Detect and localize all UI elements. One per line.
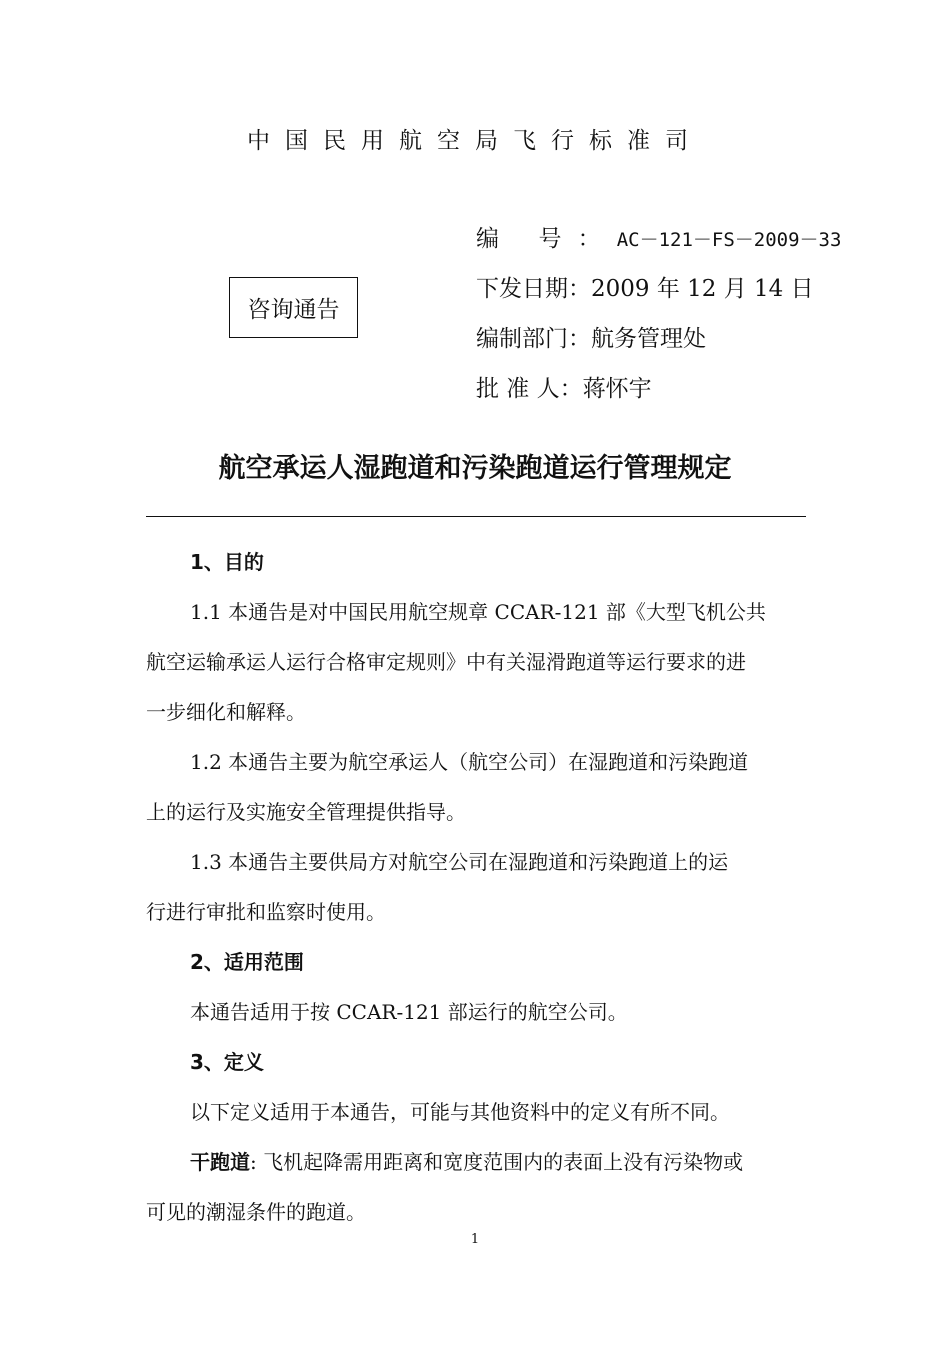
definition-text: : 飞机起降需用距离和宽度范围内的表面上没有污染物或 <box>250 1150 744 1174</box>
paragraph-line: 上的运行及实施安全管理提供指导。 <box>146 800 466 824</box>
meta-number <box>476 222 842 272</box>
document-body <box>146 542 808 1242</box>
page-number: 1 <box>470 1232 480 1247</box>
meta-department <box>476 322 836 372</box>
organization-header: 中国民用航空局飞行标准司 <box>247 128 703 154</box>
definition-dry-runway <box>146 1142 808 1192</box>
document-meta <box>476 222 842 422</box>
paragraph-line: 一步细化和解释。 <box>146 700 306 724</box>
section-heading-purpose: 1、目的 <box>190 550 264 574</box>
meta-date-label: 下发日期： <box>476 276 591 302</box>
paragraph-line: 行进行审批和监察时使用。 <box>146 900 386 924</box>
meta-department-value: 航务管理处 <box>591 326 706 352</box>
paragraph-line: 1.3 本通告主要供局方对航空公司在湿跑道和污染跑道上的运 <box>190 850 729 874</box>
notice-type-box <box>229 277 358 338</box>
meta-date-value: 2009 年 12 月 14 日 <box>591 276 814 302</box>
section-heading-definitions: 3、定义 <box>190 1050 264 1074</box>
paragraph-line: 1.2 本通告主要为航空承运人（航空公司）在湿跑道和污染跑道 <box>190 750 749 774</box>
meta-number-label: 编 号： <box>476 226 617 252</box>
meta-department-label: 编制部门： <box>476 326 591 352</box>
paragraph-line: 可见的潮湿条件的跑道。 <box>146 1200 366 1224</box>
meta-approver-value: 蒋怀宇 <box>582 376 652 402</box>
title-divider <box>146 516 806 517</box>
paragraph-line: 航空运输承运人运行合格审定规则》中有关湿滑跑道等运行要求的进 <box>146 650 746 674</box>
meta-approver-label: 批 准 人： <box>476 376 583 402</box>
document-title: 航空承运人湿跑道和污染跑道运行管理规定 <box>218 453 732 484</box>
notice-type-label: 咨询通告 <box>247 297 340 323</box>
meta-approver <box>476 372 836 422</box>
meta-number-value: AC－121－FS－2009－33 <box>616 229 842 251</box>
meta-date <box>476 272 836 322</box>
section-heading-scope: 2、适用范围 <box>190 950 304 974</box>
definition-term: 干跑道 <box>190 1150 250 1174</box>
definitions-intro: 以下定义适用于本通告，可能与其他资料中的定义有所不同。 <box>190 1100 730 1124</box>
paragraph-line: 1.1 本通告是对中国民用航空规章 CCAR-121 部《大型飞机公共 <box>190 600 766 624</box>
scope-text: 本通告适用于按 CCAR-121 部运行的航空公司。 <box>190 1000 628 1024</box>
